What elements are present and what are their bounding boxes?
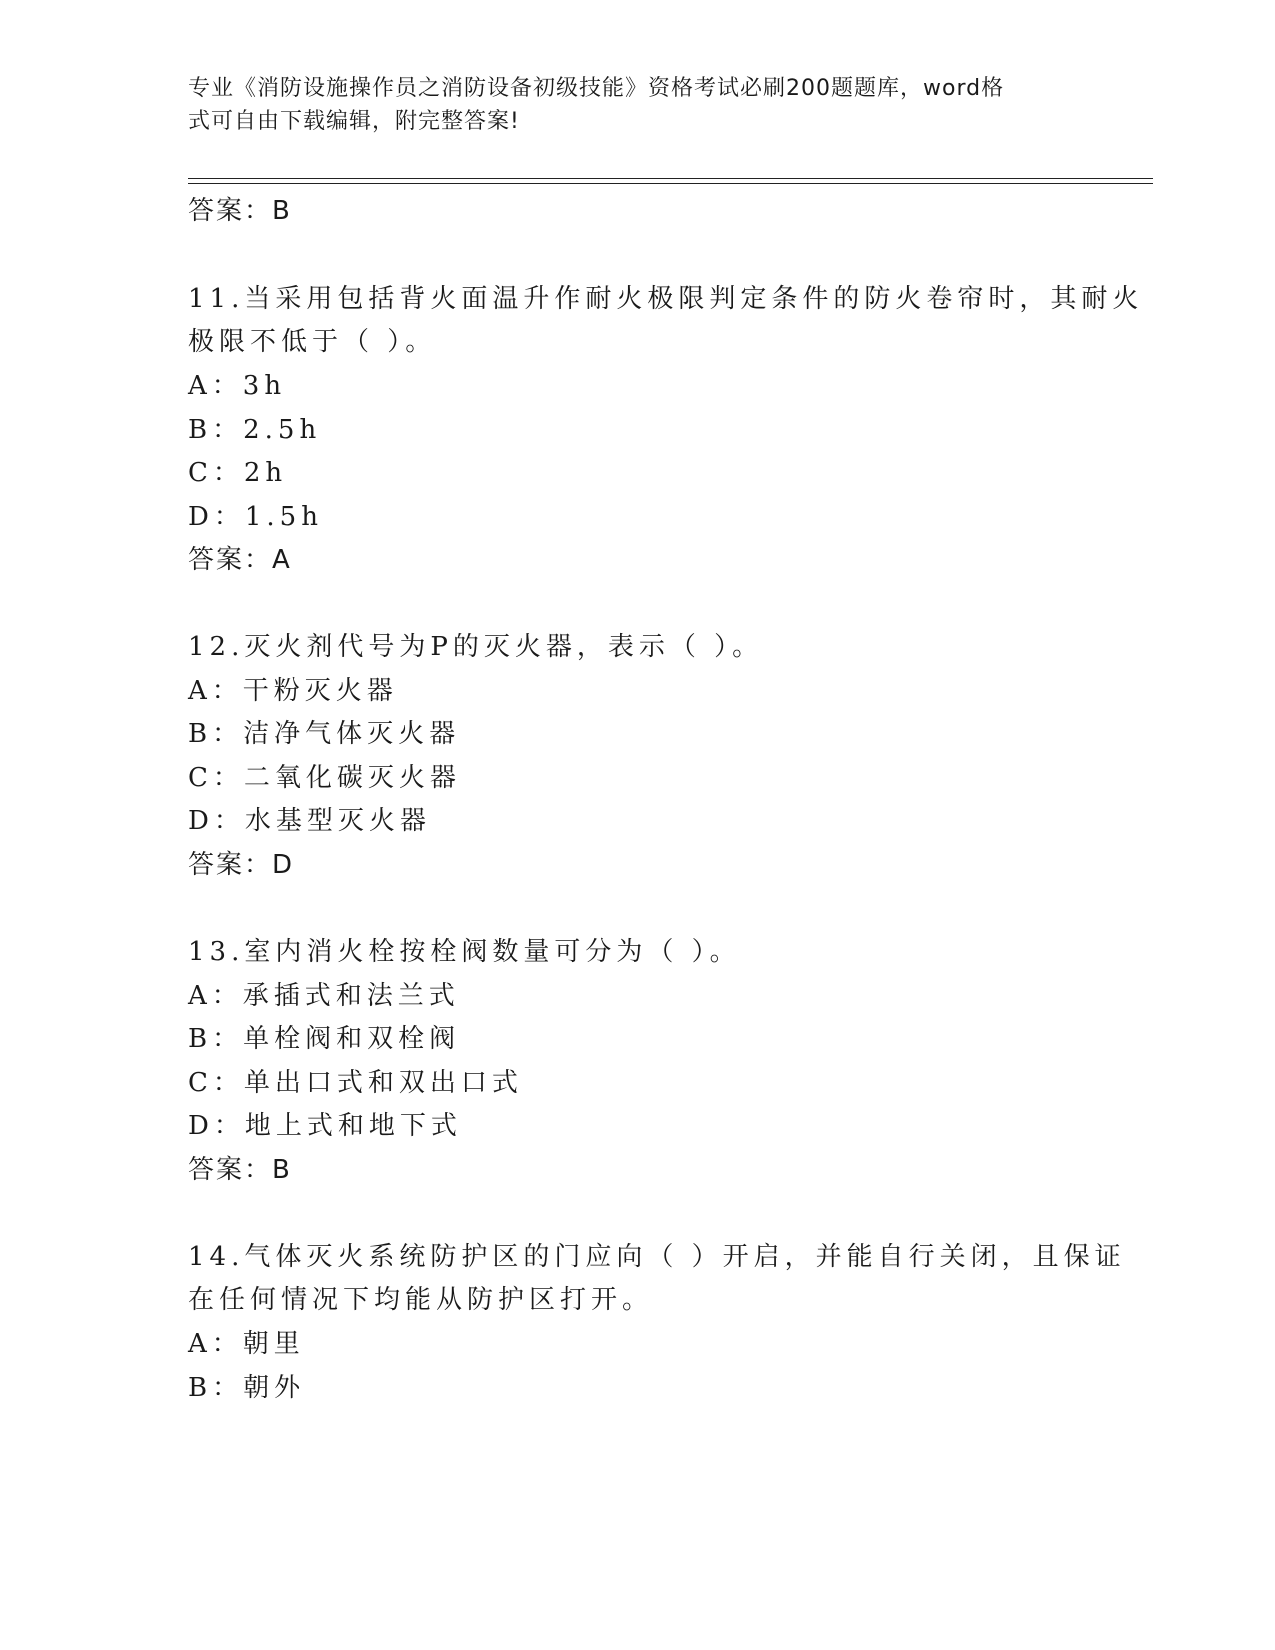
question-11-option-b: B：2.5h (188, 415, 322, 445)
question-14-stem-line-2: 在任何情况下均能从防护区打开。 (188, 1285, 654, 1315)
question-12-option-c: C：二氧化碳灭火器 (188, 763, 461, 793)
question-14-option-a: A：朝里 (188, 1329, 305, 1359)
question-12-option-d: D：水基型灭火器 (188, 806, 431, 836)
previous-answer: 答案：B (188, 196, 292, 226)
document-header (188, 72, 1068, 138)
header-divider-bottom (188, 183, 1153, 184)
question-13-option-b: B：单栓阀和双栓阀 (188, 1024, 461, 1054)
question-13-option-d: D：地上式和地下式 (188, 1111, 462, 1141)
question-14-stem-line-1: 14.气体灭火系统防护区的门应向（ ）开启，并能自行关闭，且保证 (188, 1242, 1126, 1272)
question-12-option-a: A：干粉灭火器 (188, 676, 398, 706)
question-11-answer: 答案：A (188, 545, 292, 575)
question-12-option-b: B：洁净气体灭火器 (188, 719, 461, 749)
question-11-option-c: C：2h (188, 458, 288, 488)
question-11-stem-line-2: 极限不低于（ ）。 (188, 327, 437, 357)
question-12-stem: 12.灭火剂代号为P的灭火器，表示（ ）。 (188, 632, 764, 662)
question-13-answer: 答案：B (188, 1155, 292, 1185)
header-line-2: 式可自由下载编辑，附完整答案! (188, 109, 520, 134)
header-divider-top (188, 178, 1153, 179)
question-11-option-a: A：3h (188, 371, 287, 401)
question-11-option-d: D：1.5h (188, 502, 323, 532)
question-13-option-a: A：承插式和法兰式 (188, 981, 460, 1011)
question-12-answer: 答案：D (188, 850, 295, 880)
question-14-option-b: B：朝外 (188, 1373, 306, 1403)
header-line-1: 专业《消防设施操作员之消防设备初级技能》资格考试必刷200题题库，word格 (188, 76, 1005, 101)
question-13-option-c: C：单出口式和双出口式 (188, 1068, 523, 1098)
question-11-stem-line-1: 11.当采用包括背火面温升作耐火极限判定条件的防火卷帘时，其耐火 (188, 284, 1144, 314)
question-13-stem: 13.室内消火栓按栓阀数量可分为（ ）。 (188, 937, 741, 967)
